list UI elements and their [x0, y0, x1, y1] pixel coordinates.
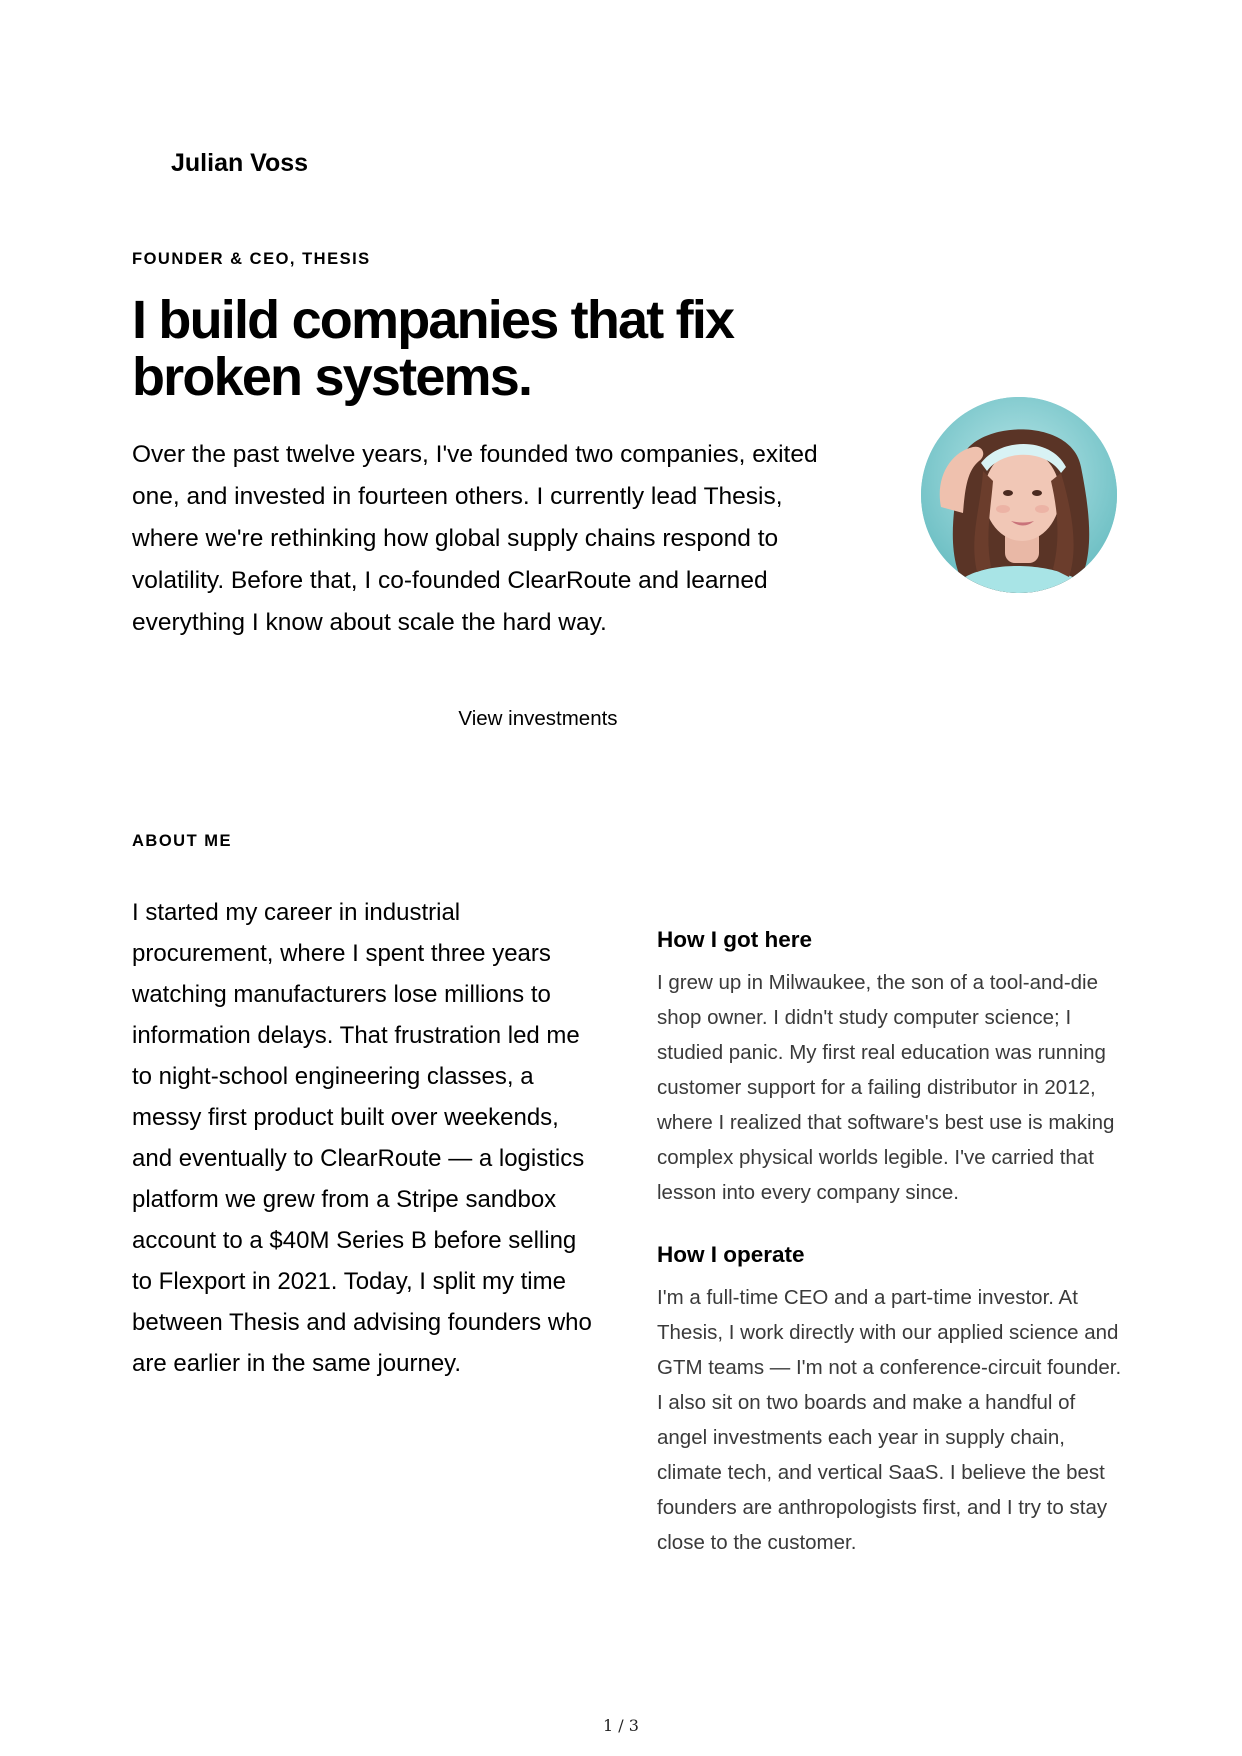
avatar — [921, 397, 1117, 593]
about-body: I started my career in industrial procurement, where I spent three years watching manufacturers lose millions to information delays. That frustration led me to night-school engineering classes, a messy first product built over weekends, and eventually to ClearRoute — a logistics platform we grew from a Stripe sandbox account to a $40M Series B before selling to Flexport in 2021. Today, I split my time between Thesis and advising founders who are earlier in the same journey. — [132, 899, 592, 1377]
hero-eyebrow: FOUNDER & CEO, THESIS — [132, 250, 371, 268]
how-i-got-here-title: How I got here — [657, 927, 813, 952]
how-i-operate-block — [657, 1238, 1127, 1560]
page-indicator: 1 / 3 — [603, 1716, 639, 1735]
how-i-got-here-block — [657, 923, 1127, 1210]
hero-lede: Over the past twelve years, I've founded two companies, exited one, and invested in fourteen others. I currently lead Thesis, where we're rethinking how global supply chains respond to volatility. Before that, I co-founded ClearRoute and learned everything I know about scale the hard way. — [132, 441, 818, 636]
brand-name[interactable]: Julian Voss — [171, 149, 309, 177]
view-investments-link[interactable]: View investments — [458, 707, 618, 730]
hero-headline: I build companies that fix broken systems. — [132, 290, 734, 407]
about-eyebrow: ABOUT ME — [132, 832, 232, 850]
portrait-photo-icon — [921, 397, 1117, 593]
how-i-operate-title: How I operate — [657, 1242, 805, 1267]
how-i-operate-text: I'm a full-time CEO and a part-time investor. At Thesis, I work directly with our applied science and GTM teams — I'm not a conference-circuit founder. I also sit on two boards and make a handful of angel investments each year in supply chain, climate tech, and vertical SaaS. I believe the best founders are anthropologists first, and I try to stay close to the customer. — [657, 1286, 1122, 1554]
how-i-got-here-text: I grew up in Milwaukee, the son of a tool-and-die shop owner. I didn't study computer science; I studied panic. My first real education was running customer support for a failing distributor in 2012, where I realized that software's best use is making complex physical worlds legible. I've carried that lesson into every company since. — [657, 971, 1115, 1204]
